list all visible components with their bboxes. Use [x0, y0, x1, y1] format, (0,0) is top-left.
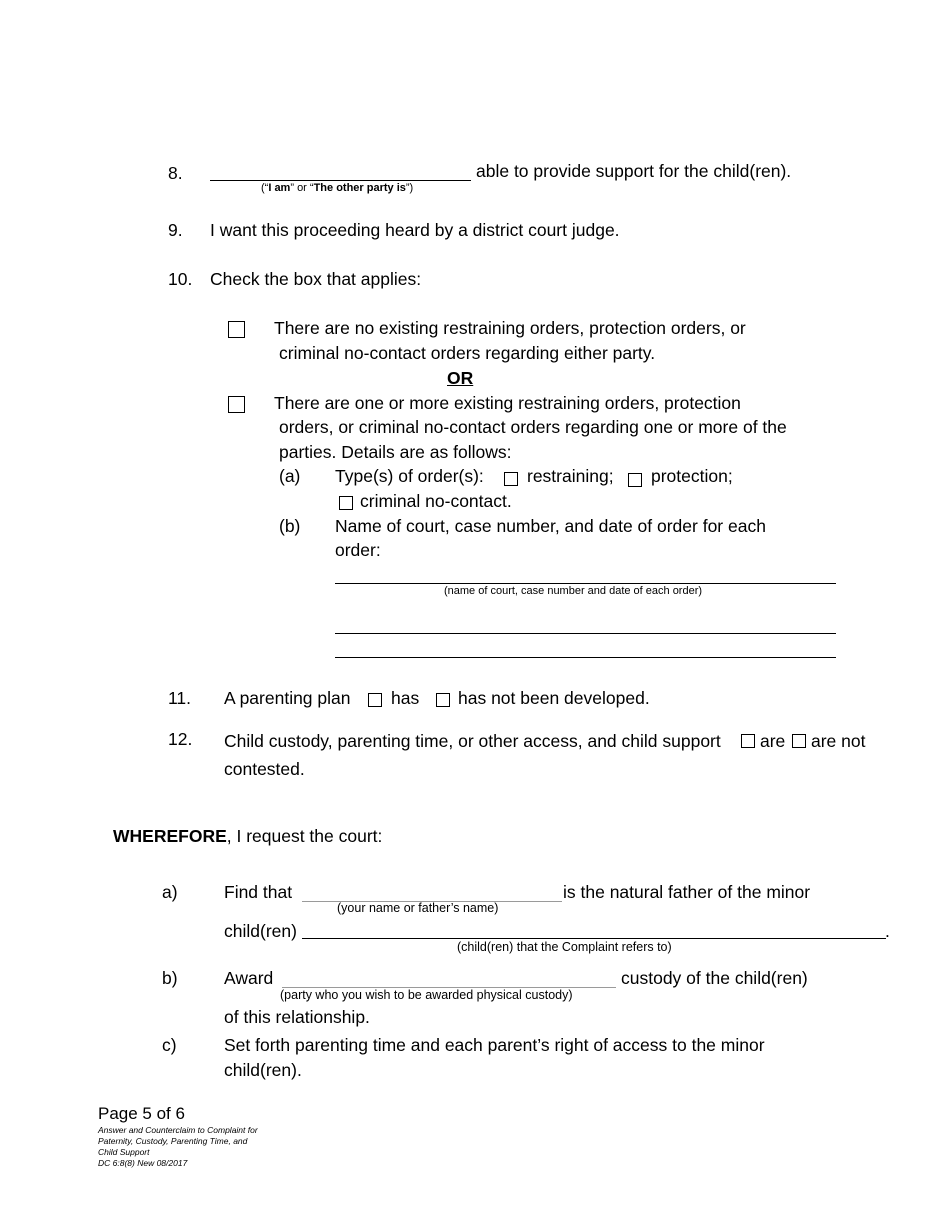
order-details-line-2[interactable]: [335, 633, 836, 634]
form-id: DC 6:8(8) New 08/2017: [98, 1158, 188, 1168]
sub-item-a-label: (a): [279, 466, 301, 486]
custody-party-caption: (party who you wish to be awarded physical custody): [280, 988, 573, 1002]
contested-are-label: are: [760, 731, 786, 751]
item-number: 8.: [168, 163, 183, 183]
item-9-text: I want this proceeding heard by a district court judge.: [210, 220, 620, 240]
request-b-label: b): [162, 968, 178, 988]
request-c-line-1: Set forth parenting time and each parent’s right of access to the minor: [224, 1035, 765, 1055]
no-orders-checkbox[interactable]: [228, 321, 245, 338]
form-title-line-2: Paternity, Custody, Parenting Time, and: [98, 1136, 248, 1146]
request-b-pre: Award: [224, 968, 274, 988]
criminal-no-contact-label: criminal no-contact.: [360, 491, 512, 511]
item-number: 11.: [168, 688, 192, 708]
item-10-text: Check the box that applies:: [210, 269, 422, 289]
option-2-line-3: parties. Details are as follows:: [279, 442, 512, 462]
protection-checkbox[interactable]: [628, 473, 642, 487]
children-line[interactable]: [302, 938, 886, 939]
request-a-pre: Find that: [224, 882, 293, 902]
criminal-no-contact-checkbox[interactable]: [339, 496, 353, 510]
wherefore-heading: WHEREFORE, I request the court:: [113, 826, 383, 846]
option-1-line-2: criminal no-contact orders regarding either party.: [279, 343, 656, 363]
plan-has-checkbox[interactable]: [368, 693, 382, 707]
contested-are-not-label: are not: [811, 731, 866, 751]
father-name-caption: (your name or father’s name): [337, 901, 499, 915]
plan-has-not-label: has not been developed.: [458, 688, 650, 708]
request-a-line-2: child(ren): [224, 921, 297, 941]
or-separator: OR: [447, 368, 474, 388]
form-title-line-1: Answer and Counterclaim to Complaint for: [98, 1125, 258, 1135]
request-c-label: c): [162, 1035, 177, 1055]
item-8-text: able to provide support for the child(ren).: [476, 161, 792, 181]
form-title-line-3: Child Support: [98, 1147, 150, 1157]
request-a-label: a): [162, 882, 178, 902]
item-12-line-1: Child custody, parenting time, or other access, and child support: [224, 731, 721, 751]
item-8-caption: (“I am” or “The other party is”): [261, 182, 414, 194]
item-number: 12.: [168, 729, 193, 749]
plan-has-label: has: [391, 688, 420, 708]
children-caption: (child(ren) that the Complaint refers to): [457, 940, 672, 954]
request-c-line-2: child(ren).: [224, 1060, 302, 1080]
option-1-line-1: There are no existing restraining orders, protection orders, or: [274, 318, 746, 338]
existing-orders-checkbox[interactable]: [228, 396, 245, 413]
request-a-post: is the natural father of the minor: [563, 882, 811, 902]
item-number: 10.: [168, 269, 193, 289]
sub-item-b-line-2: order:: [335, 540, 381, 560]
item-11-text: A parenting plan: [224, 688, 351, 708]
request-a-period: .: [885, 921, 890, 941]
order-details-line-3[interactable]: [335, 657, 836, 658]
sub-item-b-line-1: Name of court, case number, and date of order for each: [335, 516, 766, 536]
option-2-line-2: orders, or criminal no-contact orders regarding one or more of the: [279, 417, 787, 437]
item-12-line-2: contested.: [224, 759, 305, 779]
plan-has-not-checkbox[interactable]: [436, 693, 450, 707]
option-2-line-1: There are one or more existing restraining orders, protection: [274, 393, 741, 413]
request-b-post: custody of the child(ren): [621, 968, 808, 988]
sub-item-a-text: Type(s) of order(s):: [335, 466, 484, 486]
request-b-line-2: of this relationship.: [224, 1007, 370, 1027]
fill-line-support-party[interactable]: [210, 180, 471, 181]
order-details-line-1[interactable]: [335, 583, 836, 584]
protection-label: protection;: [651, 466, 733, 486]
contested-are-checkbox[interactable]: [741, 734, 755, 748]
order-details-caption: (name of court, case number and date of each order): [444, 585, 703, 597]
contested-are-not-checkbox[interactable]: [792, 734, 806, 748]
page-number: Page 5 of 6: [98, 1104, 185, 1123]
item-number: 9.: [168, 220, 183, 240]
restraining-label: restraining;: [527, 466, 614, 486]
restraining-checkbox[interactable]: [504, 472, 518, 486]
sub-item-b-label: (b): [279, 516, 301, 536]
